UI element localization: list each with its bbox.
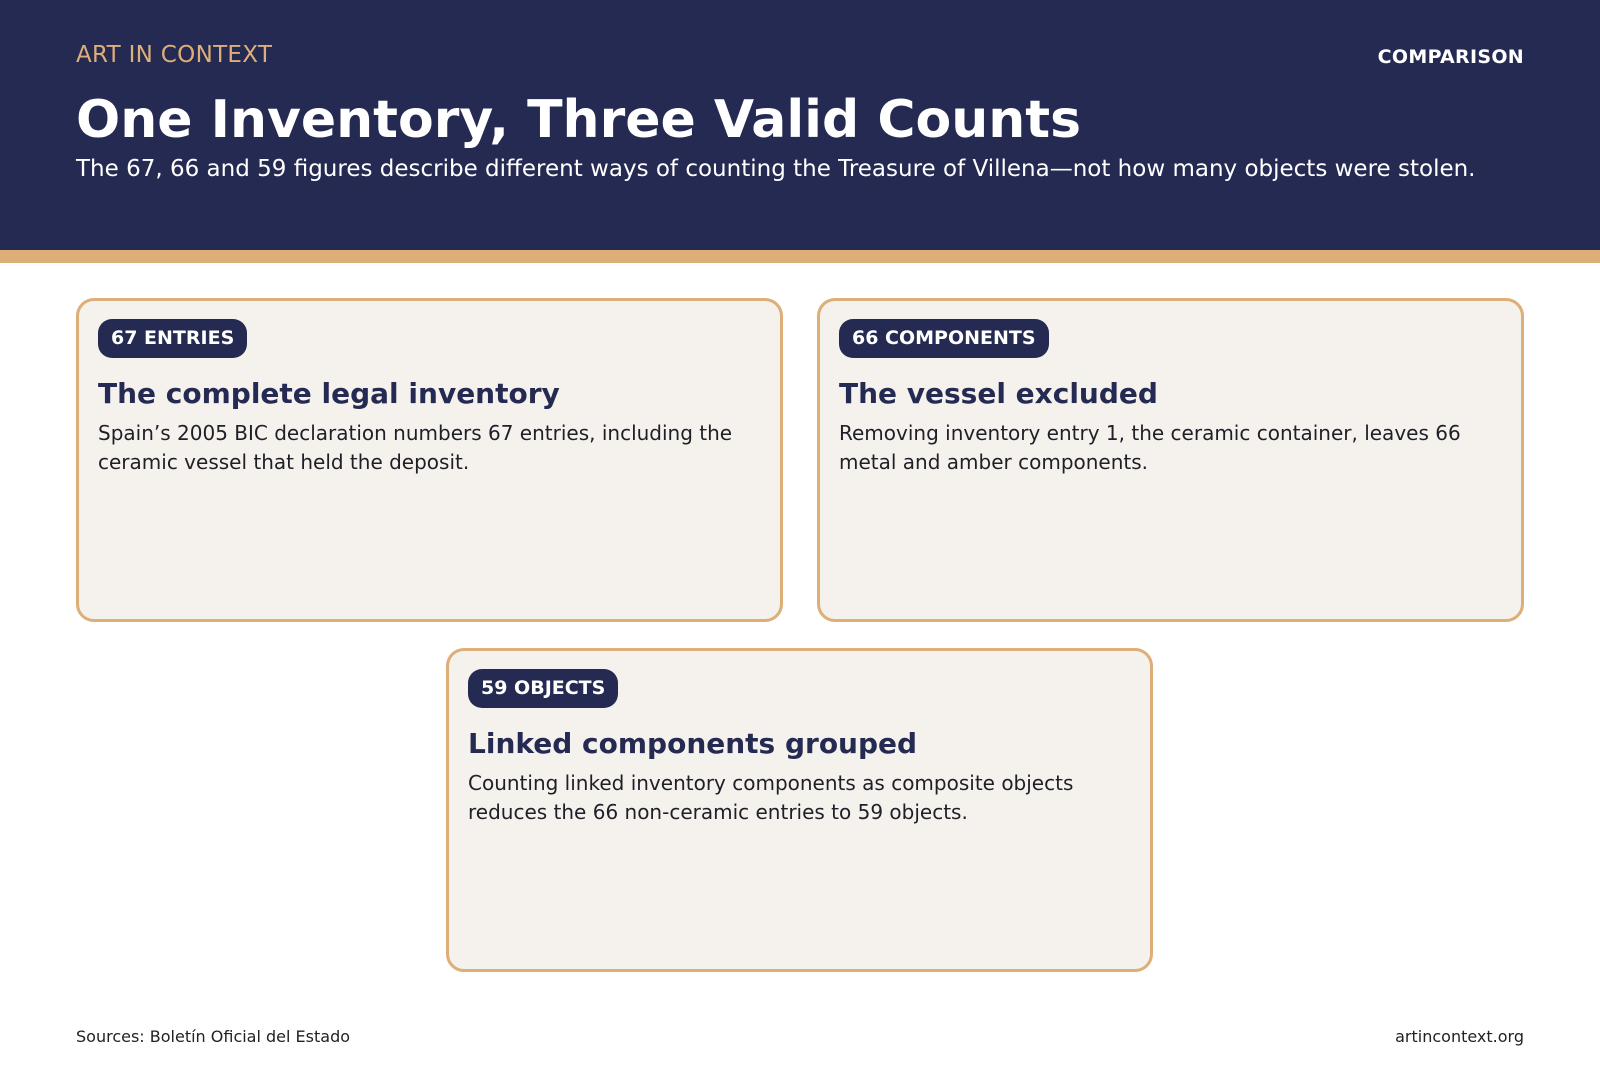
count-badge: 59 OBJECTS — [468, 669, 618, 708]
card-title: The vessel excluded — [839, 377, 1158, 410]
count-card-objects — [446, 648, 1153, 972]
card-description: Counting linked inventory components as composite objects reduces the 66 non-ceramic entries to 59 objects. — [468, 771, 1074, 824]
count-card-entries — [76, 298, 783, 622]
category-tag: COMPARISON — [1377, 46, 1524, 68]
header-accent-band — [0, 250, 1600, 263]
header-banner — [0, 0, 1600, 250]
count-badge: 66 COMPONENTS — [839, 319, 1049, 358]
page-title: One Inventory, Three Valid Counts — [76, 90, 1082, 150]
sources-note: Sources: Boletín Oficial del Estado — [76, 1027, 351, 1046]
card-title: The complete legal inventory — [98, 377, 560, 410]
publication-kicker: ART IN CONTEXT — [76, 42, 273, 68]
card-description: Spain’s 2005 BIC declaration numbers 67 entries, including the ceramic vessel that held the deposit. — [98, 421, 733, 474]
count-badge: 67 ENTRIES — [98, 319, 247, 358]
card-description: Removing inventory entry 1, the ceramic container, leaves 66 metal and amber components. — [839, 421, 1461, 474]
count-card-components — [817, 298, 1524, 622]
card-title: Linked components grouped — [468, 727, 918, 760]
site-credit: artincontext.org — [1395, 1027, 1524, 1046]
page-subtitle: The 67, 66 and 59 figures describe different ways of counting the Treasure of Villena—not how many objects were stolen. — [76, 156, 1476, 182]
